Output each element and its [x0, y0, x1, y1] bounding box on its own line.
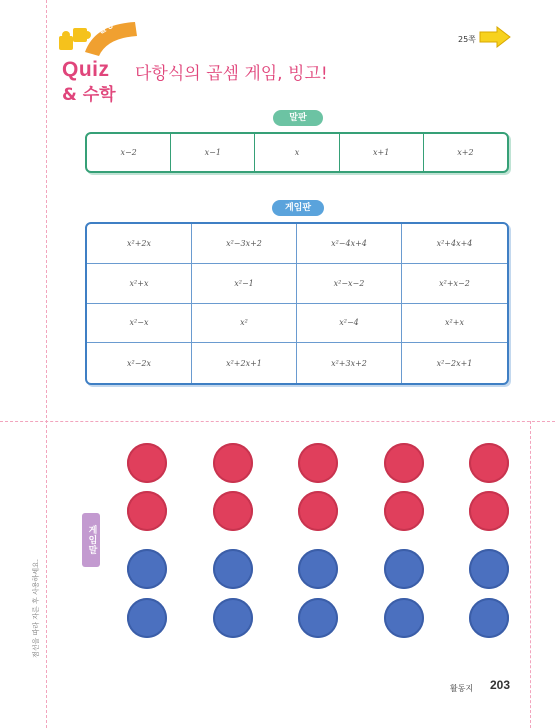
red-token [298, 491, 338, 531]
page-reference: 25쪽 [458, 35, 476, 44]
piece-cell: x+1 [340, 134, 424, 171]
pieces-board [85, 132, 509, 173]
blue-token [298, 598, 338, 638]
tokens-label-text: 게임말 [86, 525, 97, 555]
piece-cell: x−2 [87, 134, 171, 171]
board-cell: x²−3x+2 [192, 224, 297, 264]
page-title: 다항식의 곱셈 게임, 빙고! [135, 64, 328, 84]
board-cell: x²−2x [87, 343, 192, 383]
blue-token [384, 549, 424, 589]
board-cell: x²+x−2 [402, 264, 507, 304]
blue-token [469, 598, 509, 638]
board-cell: x²+x [87, 264, 192, 304]
red-token [384, 443, 424, 483]
piece-cell: x [255, 134, 339, 171]
red-token [213, 491, 253, 531]
red-token [298, 443, 338, 483]
arrow-right-icon [479, 26, 511, 52]
blue-token [213, 598, 253, 638]
badge-text: 활동지 [95, 14, 124, 37]
board-cell: x²−x−2 [297, 264, 402, 304]
board-cell: x²+2x+1 [192, 343, 297, 383]
blue-token [298, 549, 338, 589]
board-cell: x²−4x+4 [297, 224, 402, 264]
game-board [85, 222, 509, 385]
blue-token [469, 549, 509, 589]
red-token [127, 443, 167, 483]
board-cell: x²−4 [297, 304, 402, 344]
board-cell: x²+4x+4 [402, 224, 507, 264]
tokens-label [82, 513, 100, 567]
piece-cell: x−1 [171, 134, 255, 171]
pieces-board-label: 말판 [273, 110, 323, 126]
board-cell: x²−1 [192, 264, 297, 304]
blue-token [127, 549, 167, 589]
math-label: & 수학 [62, 85, 116, 105]
red-token [469, 443, 509, 483]
red-token [213, 443, 253, 483]
board-cell: x² [192, 304, 297, 344]
board-cell: x²−2x+1 [436, 358, 473, 368]
red-token [469, 491, 509, 531]
cut-line-horizontal [0, 421, 555, 422]
board-cell: x²+x [402, 304, 507, 344]
cut-line-vertical [46, 0, 47, 728]
piece-cell: x+2 [457, 148, 474, 157]
red-token [127, 491, 167, 531]
footer-label: 활동지 [450, 684, 474, 693]
page-number: 203 [490, 678, 511, 692]
blue-token [127, 598, 167, 638]
blue-token [384, 598, 424, 638]
game-board-label: 게임판 [272, 200, 324, 216]
red-token [384, 491, 424, 531]
blue-token [213, 549, 253, 589]
side-note-text: 점선을 따라 자른 후 사용하세요. [32, 558, 40, 658]
cut-line-vertical-right [530, 421, 531, 728]
side-note [31, 548, 41, 658]
quiz-label: Quiz [62, 58, 110, 81]
board-cell: x²−x [87, 304, 192, 344]
board-cell: x²+2x [87, 224, 192, 264]
board-cell: x²+3x+2 [297, 343, 402, 383]
